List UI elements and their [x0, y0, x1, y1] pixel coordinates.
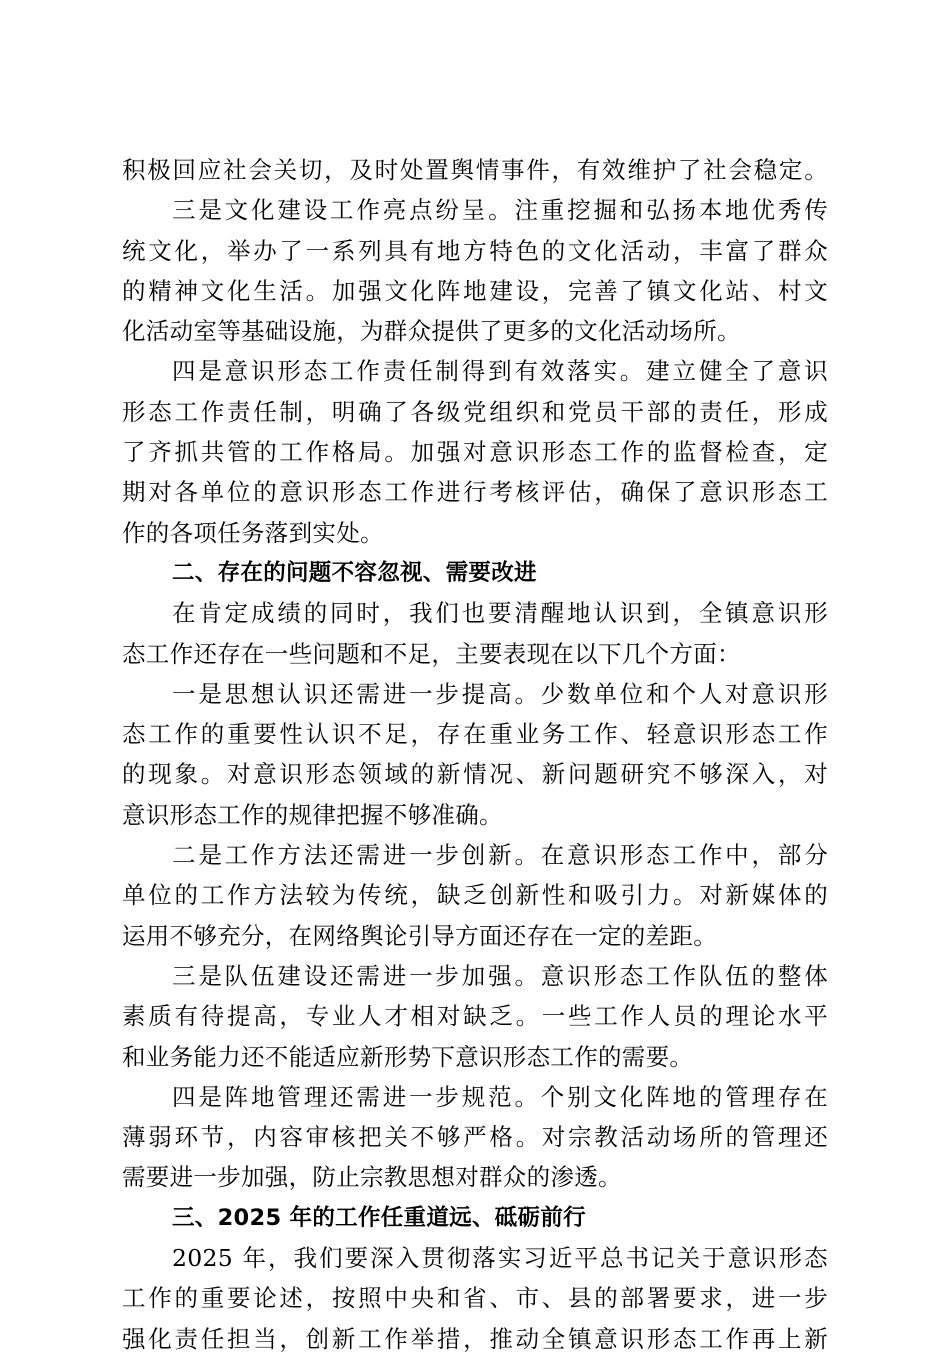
paragraph-first-line: 四是意识形态工作责任制得到有效落实。建立健全了意识: [172, 357, 828, 386]
paragraph-last-line: 态工作还存在一些问题和不足，主要表现在以下几个方面：: [122, 639, 741, 668]
body-line: 薄弱环节，内容审核把关不够严格。对宗教活动场所的管理还: [122, 1123, 828, 1152]
body-line: 形态工作责任制，明确了各级党组织和党员干部的责任，形成: [122, 397, 828, 426]
paragraph-last-line: 意识形态工作的规律把握不够准确。: [122, 800, 503, 829]
paragraph-first-line: 四是阵地管理还需进一步规范。个别文化阵地的管理存在: [172, 1082, 828, 1111]
section-heading-3: 三、2025 年的工作任重道远、砥砺前行: [172, 1204, 586, 1231]
body-line: 了齐抓共管的工作格局。加强对意识形态工作的监督检查，定: [122, 438, 828, 467]
body-line: 强化责任担当，创新工作举措，推动全镇意识形态工作再上新: [122, 1324, 828, 1353]
body-line: 素质有待提高，专业人才相对缺乏。一些工作人员的理论水平: [122, 1002, 828, 1031]
paragraph-last-line: 化活动室等基础设施，为群众提供了更多的文化活动场所。: [122, 317, 741, 346]
document-page: [122, 150, 828, 1359]
body-line: 统文化，举办了一系列具有地方特色的文化活动，丰富了群众: [122, 236, 828, 265]
paragraph-first-line: 2025 年，我们要深入贯彻落实习近平总书记关于意识形态: [172, 1244, 828, 1273]
paragraph-first-line: 三是队伍建设还需进一步加强。意识形态工作队伍的整体: [172, 961, 828, 990]
paragraph-last-line: 作的各项任务落到实处。: [122, 518, 384, 547]
body-line: 态工作的重要性认识不足，存在重业务工作、轻意识形态工作: [122, 720, 828, 749]
paragraph-first-line: 二是工作方法还需进一步创新。在意识形态工作中，部分: [172, 841, 828, 870]
body-line: 工作的重要论述，按照中央和省、市、县的部署要求，进一步: [122, 1284, 828, 1313]
body-line: 的现象。对意识形态领域的新情况、新问题研究不够深入，对: [122, 760, 828, 789]
body-line: 的精神文化生活。加强文化阵地建设，完善了镇文化站、村文: [122, 276, 828, 305]
section-heading-2: 二、存在的问题不容忽视、需要改进: [172, 559, 537, 586]
paragraph-first-line: 在肯定成绩的同时，我们也要清醒地认识到，全镇意识形: [172, 599, 828, 628]
body-line: 积极回应社会关切，及时处置舆情事件，有效维护了社会稳定。: [122, 156, 828, 184]
paragraph-first-line: 三是文化建设工作亮点纷呈。注重挖掘和弘扬本地优秀传: [172, 196, 828, 225]
body-line: 期对各单位的意识形态工作进行考核评估，确保了意识形态工: [122, 478, 828, 507]
body-line: 单位的工作方法较为传统，缺乏创新性和吸引力。对新媒体的: [122, 881, 828, 910]
paragraph-last-line: 运用不够充分，在网络舆论引导方面还存在一定的差距。: [122, 921, 717, 950]
paragraph-first-line: 一是思想认识还需进一步提高。少数单位和个人对意识形: [172, 679, 828, 708]
paragraph-last-line: 和业务能力还不能适应新形势下意识形态工作的需要。: [122, 1042, 694, 1071]
paragraph-last-line: 需要进一步加强，防止宗教思想对群众的渗透。: [122, 1163, 622, 1192]
